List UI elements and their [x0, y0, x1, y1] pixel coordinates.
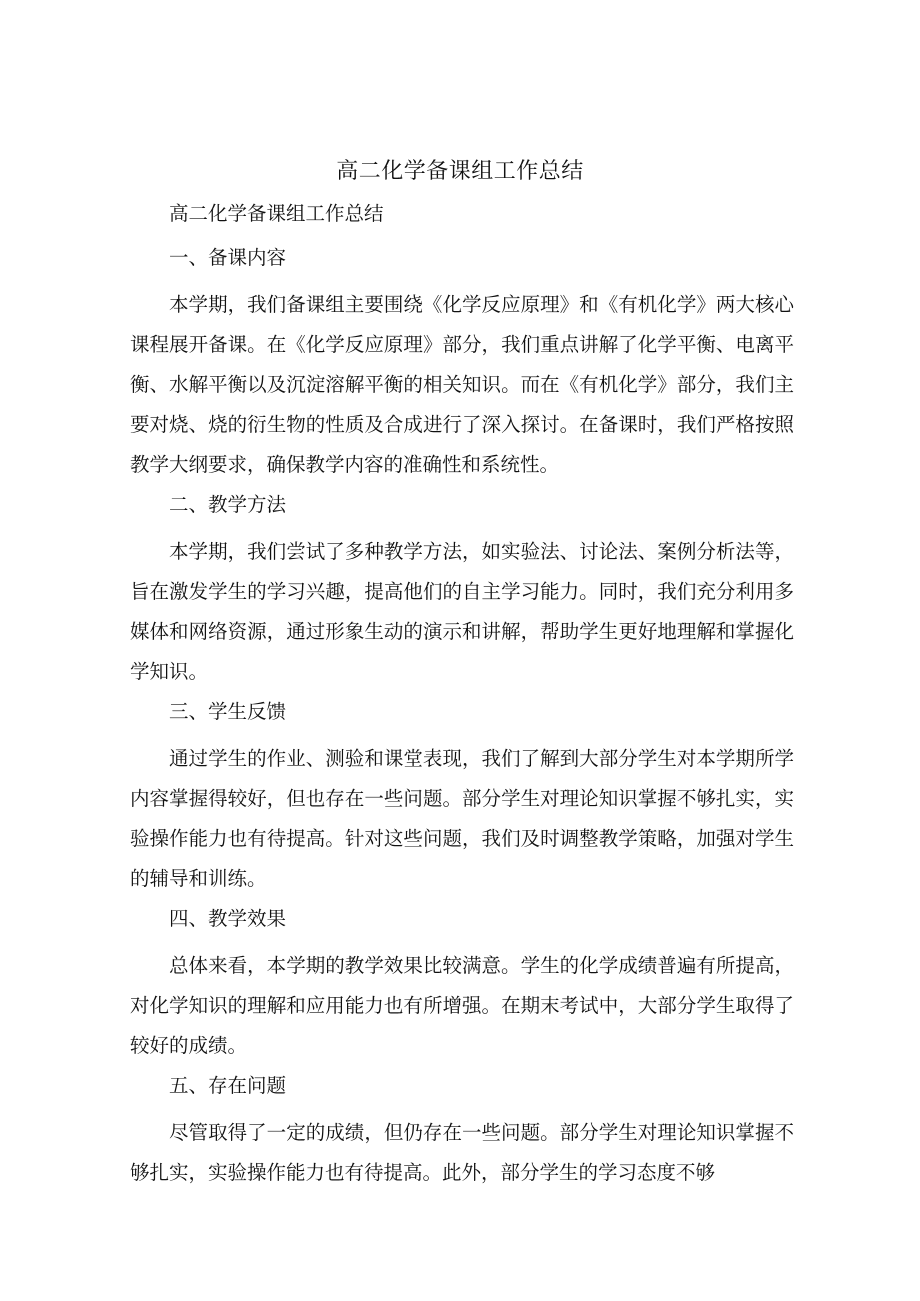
- section-paragraph: 尽管取得了一定的成绩，但仍存在一些问题。部分学生对理论知识掌握不够扎实，实验操作能力也有待提高。此外，部分学生的学习态度不够: [130, 1121, 794, 1184]
- section-heading: 五、存在问题: [169, 1074, 287, 1097]
- section-paragraph: 通过学生的作业、测验和课堂表现，我们了解到大部分学生对本学期所学内容掌握得较好，但也存在一些问题。部分学生对理论知识掌握不够扎实，实验操作能力也有待提高。针对这些问题，我们及时调整教学策略，加强对学生的辅导和训练。: [130, 747, 794, 890]
- section-paragraph: 本学期，我们尝试了多种教学方法，如实验法、讨论法、案例分析法等，旨在激发学生的学习兴趣，提高他们的自主学习能力。同时，我们充分利用多媒体和网络资源，通过形象生动的演示和讲解，帮助学生更好地理解和掌握化学知识。: [130, 540, 794, 683]
- document-subtitle: 高二化学备课组工作总结: [169, 202, 384, 225]
- document-body: [130, 198, 794, 1197]
- section-heading: 一、备课内容: [169, 246, 287, 269]
- section-heading: 二、教学方法: [169, 493, 287, 516]
- document-title: 高二化学备课组工作总结: [336, 159, 584, 184]
- section-paragraph: 总体来看，本学期的教学效果比较满意。学生的化学成绩普遍有所提高，对化学知识的理解和应用能力也有所增强。在期末考试中，大部分学生取得了较好的成绩。: [130, 954, 794, 1057]
- section-heading: 四、教学效果: [169, 907, 287, 930]
- section-heading: 三、学生反馈: [169, 700, 287, 723]
- section-paragraph: 本学期，我们备课组主要围绕《化学反应原理》和《有机化学》两大核心课程展开备课。在《化学反应原理》部分，我们重点讲解了化学平衡、电离平衡、水解平衡以及沉淀溶解平衡的相关知识。而在《有机化学》部分，我们主要对烧、烧的衍生物的性质及合成进行了深入探讨。在备课时，我们严格按照教学大纲要求，确保教学内容的准确性和系统性。: [130, 293, 794, 476]
